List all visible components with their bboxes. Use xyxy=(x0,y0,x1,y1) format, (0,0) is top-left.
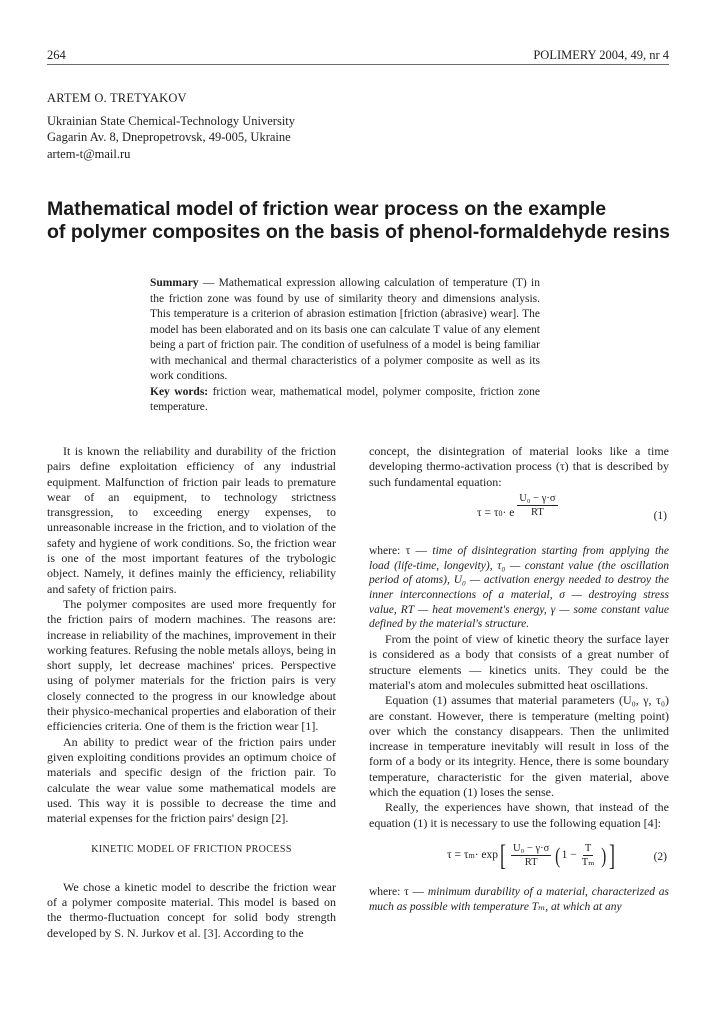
paragraph-intro-3: An ability to predict wear of the friction pairs under given exploiting conditions provides an optimum choice of materials and specific design of the friction pair. To calculate the wear value some mathematical models are used. This way it is possible to decrease the time and material expenses for the friction pairs' design [2]. xyxy=(47,734,336,826)
eq1-lhs-sub: 0 xyxy=(498,508,503,518)
eq2-temp-numerator: T xyxy=(584,843,592,855)
author-name: ARTEM O. TRETYAKOV xyxy=(47,91,187,105)
eq2-lhs: τ = τ xyxy=(447,849,469,862)
section-heading: KINETIC MODEL OF FRICTION PROCESS xyxy=(91,844,292,856)
where-clause-2 xyxy=(369,885,669,914)
where1-definitions: time of disintegration starting from applying the load (life-time, longevity), τ₀ — constant value (the oscillation period of atoms), U₀ — activation energy needed to destroy the inner interconnections of a material, σ — destroying stress value, RT — heat movement's energy, γ — some constant value defined by the material's structure. xyxy=(369,544,669,631)
keywords-text: friction wear, mathematical model, polymer composite, friction zone temperature. xyxy=(150,385,540,413)
page-number: 264 xyxy=(47,48,66,62)
author-affiliation: Ukrainian State Chemical-Technology University xyxy=(47,113,296,128)
abstract xyxy=(150,276,540,416)
paragraph-intro-2: The polymer composites are used more frequently for the friction pairs of modern machines. The reasons are: increase in reliability of the machines, improvement in their working features. Refusing the noble metals alloys, being in short supply, let decrease machines' prices. Perspective using of polymer materials for the friction pairs is very closely connected to the progress in our knowledge about their physico-mechanical properties and elaboration of their efficiencies criteria. One of them is the friction wear [1]. xyxy=(47,596,336,734)
eq2-one-minus: 1 − xyxy=(561,849,577,862)
summary-label: Summary xyxy=(150,277,199,289)
author-email: artem-t@mail.ru xyxy=(47,146,131,161)
eq1-exponent-fraction xyxy=(517,492,557,519)
paragraph-concept: concept, the disintegration of material looks like a time developing thermo-activation process (τ) that is described by such fundamental equation: xyxy=(369,444,669,489)
equation-2-number: (2) xyxy=(653,850,667,863)
journal-citation: POLIMERY 2004, 49, nr 4 xyxy=(533,48,669,62)
equation-1-body xyxy=(477,492,561,527)
author-block xyxy=(47,90,447,162)
paragraph-intro-1: It is known the reliability and durability of the friction pairs define exploitation efficiency of any industrial equipment. Malfunction of friction pair leads to premature wear of an equipment, to technology strictness transgression, to exceeding energy expenses, to unreasonable increase in the friction, and to violation of the safety and hygiene of work conditions. So, the friction wear is one of the most important features of the trybologic object. Namely, it defines mainly the efficiency, reliability and safety of friction pairs. xyxy=(47,444,336,596)
eq2-temperature-fraction xyxy=(580,842,597,869)
eq2-right-paren: ) xyxy=(600,842,606,868)
where1-prefix: where: τ — xyxy=(369,544,433,557)
summary-paragraph xyxy=(150,276,540,385)
keywords-label: Key words: xyxy=(150,385,209,398)
equation-1-number: (1) xyxy=(653,509,667,522)
equation-2-body xyxy=(447,838,617,872)
eq2-left-bracket: [ xyxy=(500,838,507,872)
eq1-denominator: RT xyxy=(531,506,544,518)
equation-1 xyxy=(369,492,669,538)
eq2-denominator: RT xyxy=(524,857,538,869)
paper-title xyxy=(47,198,687,244)
eq2-right-bracket: ] xyxy=(608,838,615,872)
author-address: Gagarin Av. 8, Dnepropetrovsk, 49-005, Ukraine xyxy=(47,130,291,144)
eq2-fraction xyxy=(511,842,551,869)
eq1-numerator: U₀ − γ·σ xyxy=(519,492,556,504)
right-column xyxy=(369,444,669,914)
eq1-lhs: τ = τ xyxy=(477,506,499,519)
summary-text: — Mathematical expression allowing calculation of temperature (T) in the friction zone was found by use of similarity theory and dimensions analysis. This temperature is a criterion of abrasion estimation [friction (abrasive) wear]. The model has been elaborated and on its basis one can calculate T value of any element being a part of friction pair. The condition of usefulness of a model is being familiar with mechanical and thermal characteristics of a polymer composite as well as its work conditions. xyxy=(150,277,540,382)
eq2-left-paren: ( xyxy=(555,842,561,868)
eq2-numerator: U₀ − γ·σ xyxy=(513,843,550,855)
where-clause-1 xyxy=(369,544,669,632)
left-column xyxy=(47,444,336,941)
eq2-mid: · exp xyxy=(474,849,499,862)
where2-prefix: where: τ — xyxy=(369,885,428,898)
paragraph-kinetic-theory: From the point of view of kinetic theory the surface layer is considered as a body that consists of a great number of structure elements — kinetics units. They could be the material's atom and molecules submitted heat oscillations. xyxy=(369,632,669,692)
title-line-2: of polymer composites on the basis of phenol-formaldehyde resins xyxy=(47,221,671,243)
eq2-lhs-sub: m xyxy=(468,851,475,861)
eq1-mid: · e xyxy=(502,506,515,519)
paragraph-experiences: Really, the experiences have shown, that instead of the equation (1) it is necessary to use the following equation [4]: xyxy=(369,800,669,830)
eq2-temp-denominator: Tₘ xyxy=(581,857,595,869)
running-header xyxy=(47,48,669,65)
paragraph-kinetic-1: We chose a kinetic model to describe the friction wear of a polymer composite material. This model is based on the thermo-fluctuation concept for solid body strength developed by S. N. Jurkov et al. [3]. According to the xyxy=(47,879,336,940)
equation-2 xyxy=(369,837,669,879)
where2-definitions: minimum durability of a material, characterized as much as possible with temperature Tₘ, at which at any xyxy=(369,885,669,913)
title-line-1: Mathematical model of friction wear process on the example xyxy=(47,198,607,220)
paragraph-equation-assumption: Equation (1) assumes that material parameters (U₀, γ, τ₀) are constant. However, there is temperature (melting point) over which the constancy disappears. Then the unlimited increase in temperature inevitably will result in loss of the form of a body or its integrity. Hence, there is some boundary temperature, characteristic for the given material, above which the equation (1) loses the sense. xyxy=(369,693,669,800)
keywords-paragraph xyxy=(150,385,540,416)
